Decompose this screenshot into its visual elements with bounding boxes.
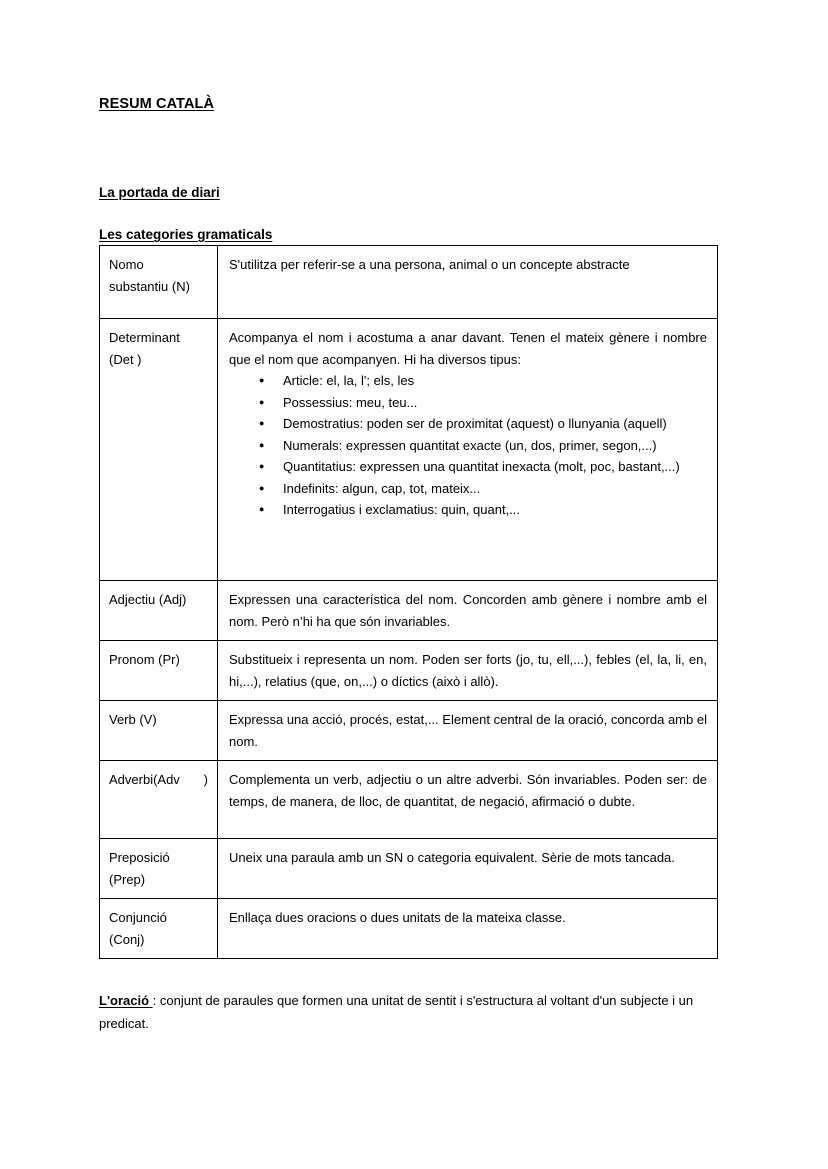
list-item xyxy=(229,392,707,414)
term-cell-preposicio xyxy=(100,839,218,899)
term-cell-verb xyxy=(100,701,218,761)
term-preposicio-line1: Preposició xyxy=(109,850,170,865)
list-item-text: Quantitatius: expressen una quantitat inexacta (molt, poc, bastant,...) xyxy=(283,459,680,474)
table-row xyxy=(100,581,718,641)
table-row xyxy=(100,899,718,959)
desc-text: Enllaça dues oracions o dues unitats de la mateixa classe. xyxy=(229,910,566,925)
table-row xyxy=(100,761,718,839)
list-item xyxy=(229,499,707,521)
desc-text: Complementa un verb, adjectiu o un altre adverbi. Són invariables. Poden ser: de temps, de manera, de lloc, de quantitat, de negació, afirmació o dubte. xyxy=(229,772,707,809)
desc-cell-conjuncio xyxy=(218,899,718,959)
table-row xyxy=(100,701,718,761)
term-conjuncio-line2: (Conj) xyxy=(109,931,145,947)
term-cell-pronom xyxy=(100,641,218,701)
page-title: RESUM CATALÀ xyxy=(99,96,215,112)
section-heading-categories: Les categories gramaticals xyxy=(99,227,273,242)
desc-cell-determinant xyxy=(218,319,718,581)
desc-cell-preposicio xyxy=(218,839,718,899)
term-verb-label: Verb (V) xyxy=(109,712,157,727)
term-cell-adverbi xyxy=(100,761,218,839)
desc-text: S'utilitza per referir-se a una persona, animal o un concepte abstracte xyxy=(229,257,630,272)
term-determinant-line2: (Det ) xyxy=(109,351,142,367)
list-item-text: Interrogatius i exclamatius: quin, quant,... xyxy=(283,502,521,517)
desc-cell-verb xyxy=(218,701,718,761)
term-cell-conjuncio xyxy=(100,899,218,959)
desc-cell-adverbi xyxy=(218,761,718,839)
term-adverbi-line xyxy=(109,769,208,791)
term-pronom-label: Pronom (Pr) xyxy=(109,652,180,667)
term-nom-line2: substantiu (N) xyxy=(109,278,190,294)
list-item-text: Demostratius: poden ser de proximitat (aquest) o llunyania (aquell) xyxy=(283,416,667,431)
table-row xyxy=(100,319,718,581)
term-nom-line1 xyxy=(109,254,208,276)
list-item-text: Article: el, la, l'; els, les xyxy=(283,373,415,388)
desc-text: Uneix una paraula amb un SN o categoria equivalent. Sèrie de mots tancada. xyxy=(229,850,675,865)
closing-lead-term: L'oració xyxy=(99,993,153,1008)
table-row xyxy=(100,839,718,899)
term-cell-nom xyxy=(100,246,218,319)
list-item-text: Numerals: expressen quantitat exacte (un, dos, primer, segon,...) xyxy=(283,437,657,453)
list-item xyxy=(229,456,707,478)
grammatical-categories-table xyxy=(99,245,718,959)
list-item xyxy=(229,370,707,392)
list-item xyxy=(229,413,707,435)
table-row xyxy=(100,246,718,319)
desc-text: Substitueix i representa un nom. Poden ser forts (jo, tu, ell,...), febles (el, la, li, en, hi,...), relatius (que, on,...) o díctics (això i allò). xyxy=(229,652,707,689)
term-nom-word: Nom xyxy=(109,257,137,272)
desc-intro-text: Acompanya el nom i acostuma a anar davant. Tenen el mateix gènere i nombre que el nom que acompanyen. Hi ha diversos tipus: xyxy=(229,330,707,367)
list-item-text: Indefinits: algun, cap, tot, mateix... xyxy=(283,480,481,496)
closing-paragraph xyxy=(99,989,733,1035)
desc-text: Expressa una acció, procés, estat,... Element central de la oració, concorda amb el nom. xyxy=(229,712,707,749)
determinant-bullet-list xyxy=(229,370,707,521)
closing-body-text: : conjunt de paraules que formen una unitat de sentit i s'estructura al voltant d'un subjecte i un predicat. xyxy=(99,993,694,1031)
desc-text: Expressen una característica del nom. Concorden amb gènere i nombre amb el nom. Però n’hi ha que són invariables. xyxy=(229,592,707,629)
list-item xyxy=(229,435,707,457)
term-determinant-line1: Determinant xyxy=(109,330,180,345)
table-row xyxy=(100,641,718,701)
desc-cell-pronom xyxy=(218,641,718,701)
term-preposicio-line2: (Prep) xyxy=(109,871,146,887)
list-item xyxy=(229,478,707,500)
term-nom-abbrev: o xyxy=(136,257,144,272)
list-item-text: Possessius: meu, teu... xyxy=(283,394,418,410)
term-cell-determinant xyxy=(100,319,218,581)
term-conjuncio-line1: Conjunció xyxy=(109,910,167,925)
desc-cell-adjectiu xyxy=(218,581,718,641)
section-heading-portada: La portada de diari xyxy=(99,185,220,200)
term-adverbi-word: Adverbi xyxy=(109,772,154,787)
term-adjectiu-label: Adjectiu (Adj) xyxy=(109,592,187,607)
term-cell-adjectiu xyxy=(100,581,218,641)
desc-cell-nom xyxy=(218,246,718,319)
term-adverbi-abbrev: (Adv ) xyxy=(153,772,208,787)
